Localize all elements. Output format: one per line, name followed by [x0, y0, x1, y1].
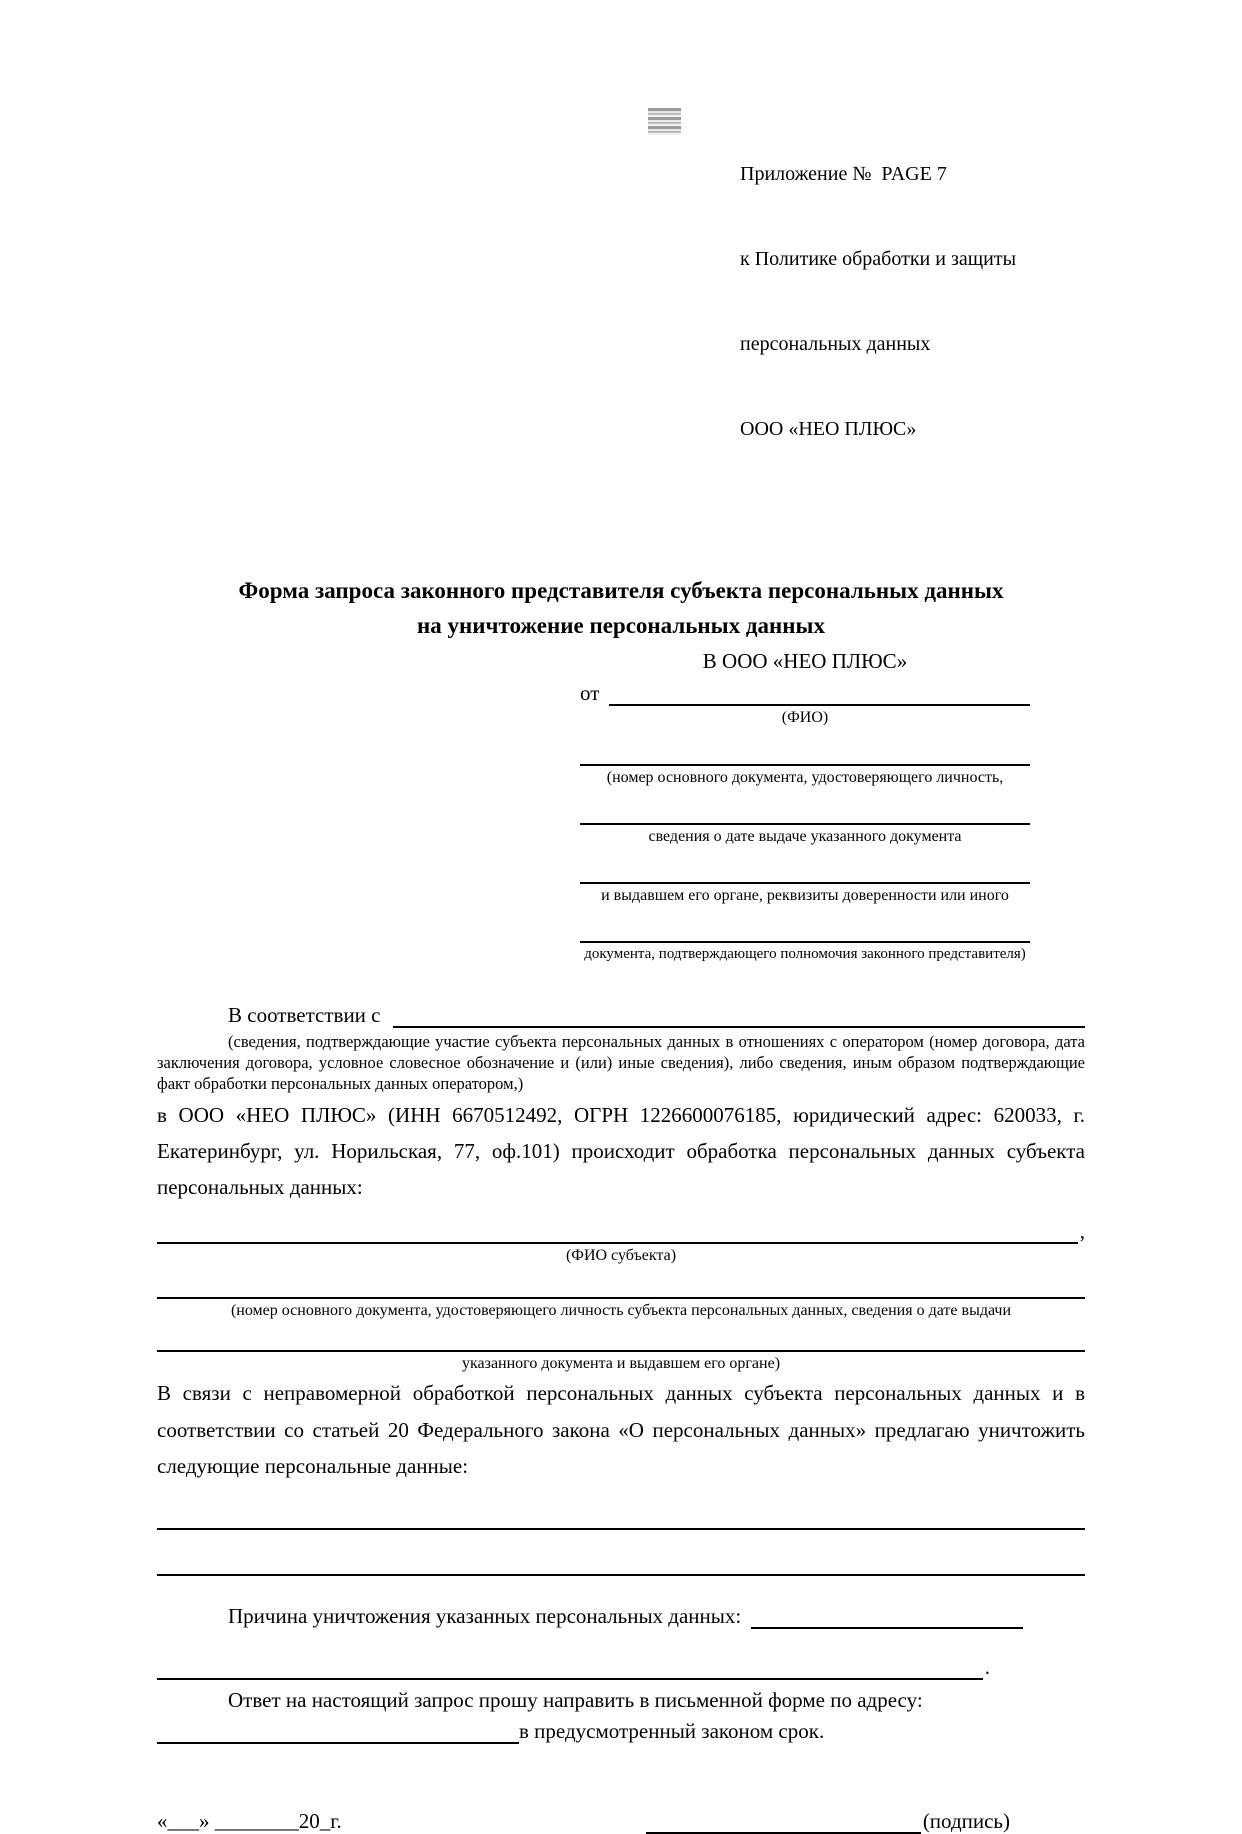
- subject-fio-blank-field: [157, 1242, 1078, 1244]
- reason-blank-field: [751, 1627, 1023, 1629]
- according-blank-field: [393, 1026, 1086, 1028]
- field-caption: (номер основного документа, удостоверяющего личность,: [606, 768, 1004, 786]
- signature-caption: (подпись): [922, 1808, 1010, 1833]
- policy-reference-line2: персональных данных: [740, 333, 931, 356]
- representative-doc-field-row: [580, 823, 1030, 846]
- form-title-line1: Форма запроса законного представителя субъекта персональных данных: [238, 578, 1004, 604]
- blank-underline-field: [580, 764, 1030, 766]
- from-label: от: [580, 681, 600, 706]
- from-blank-field: [609, 704, 1030, 706]
- answer-intro-text: Ответ на настоящий запрос прошу направить в письменной форме по адресу:: [228, 1687, 923, 1712]
- subject-doc-field-row2: [157, 1350, 1085, 1352]
- addressee-org: В ООО «НЕО ПЛЮС»: [702, 649, 908, 674]
- reason-label: Причина уничтожения указанных персональных данных:: [228, 1603, 742, 1628]
- fio-caption: (ФИО): [781, 709, 829, 727]
- answer-address-blank-field: [157, 1742, 519, 1744]
- representative-doc-field-row: [580, 941, 1030, 963]
- document-header: [0, 0, 1242, 500]
- appendix-block: [740, 103, 1242, 500]
- subject-doc-caption-line1: (номер основного документа, удостоверяющего личность субъекта персональных данных, сведения о дате выдачи: [230, 1302, 1012, 1320]
- subject-doc-field-row: [157, 1297, 1085, 1299]
- operator-paragraph: в ООО «НЕО ПЛЮС» (ИНН 6670512492, ОГРН 1226600076185, юридический адрес: 620033, г. Екатеринбург, ул. Норильская, 77, оф.101) происходит обработка персональных данных субъекта персональных данных:: [157, 1102, 1085, 1199]
- line-suffix-comma: ,: [1079, 1218, 1085, 1243]
- form-title: [0, 574, 1242, 643]
- from-field-row: [580, 681, 1030, 706]
- signature-field-group: [646, 1806, 1010, 1834]
- document-footer: [157, 1806, 1085, 1834]
- according-label: В соответствии с: [228, 1003, 381, 1028]
- date-field: «___» ________20_г.: [157, 1808, 342, 1833]
- blank-underline-field: [580, 941, 1030, 943]
- line-suffix-period: .: [984, 1654, 990, 1679]
- field-caption: сведения о дате выдаче указанного документа: [648, 827, 962, 845]
- request-paragraph: В связи с неправомерной обработкой персональных данных субъекта персональных данных и в соответствии со статьей 20 Федерального закона «О персональных данных» предлагаю уничтожить следующие персональные данные:: [157, 1381, 1085, 1478]
- blank-underline-field: [580, 823, 1030, 825]
- striped-artifact-icon: [648, 108, 681, 135]
- destroy-data-blank-line1: [157, 1528, 1085, 1530]
- subject-doc-blank-field2: [157, 1350, 1085, 1352]
- blank-underline-field: [580, 882, 1030, 884]
- field-caption: и выдавшем его органе, реквизиты доверенности или иного: [601, 887, 1009, 905]
- according-field-row: [157, 1003, 1085, 1028]
- addressee-block: [580, 649, 1030, 963]
- signature-blank-field: [646, 1806, 921, 1834]
- answer-tail-text: в предусмотренный законом срок.: [519, 1718, 825, 1743]
- representative-doc-field-row: [580, 764, 1030, 787]
- according-fine-print-caption: (сведения, подтверждающие участие субъекта персональных данных в отношениях с оператором (номер договора, дата заключения договора, условное словесное обозначение и (или) иные сведения), либо сведения, иным образом подтверждающие факт обработки персональных данных оператором,): [157, 1032, 1085, 1094]
- form-title-line2: на уничтожение персональных данных: [417, 612, 825, 638]
- reason-field-row: [157, 1604, 1023, 1629]
- reason-blank-field-line2: [157, 1678, 983, 1680]
- subject-fio-field-row: [157, 1219, 1085, 1244]
- representative-doc-field-row: [580, 882, 1030, 905]
- destroy-data-blank-line2: [157, 1574, 1085, 1576]
- appendix-number: Приложение № PAGE 7: [740, 162, 947, 185]
- policy-reference-line1: к Политике обработки и защиты: [740, 247, 1017, 270]
- subject-fio-caption: (ФИО субъекта): [565, 1246, 677, 1264]
- answer-address-row: [157, 1719, 1085, 1744]
- subject-doc-blank-field: [157, 1297, 1085, 1299]
- subject-doc-caption-line2: указанного документа и выдавшем его органе): [461, 1355, 781, 1373]
- document-body: [157, 1003, 1085, 1744]
- organization-name: ООО «НЕО ПЛЮС»: [740, 418, 917, 441]
- field-caption: документа, подтверждающего полномочия законного представителя): [584, 946, 1026, 963]
- reason-continuation-row: [157, 1655, 990, 1680]
